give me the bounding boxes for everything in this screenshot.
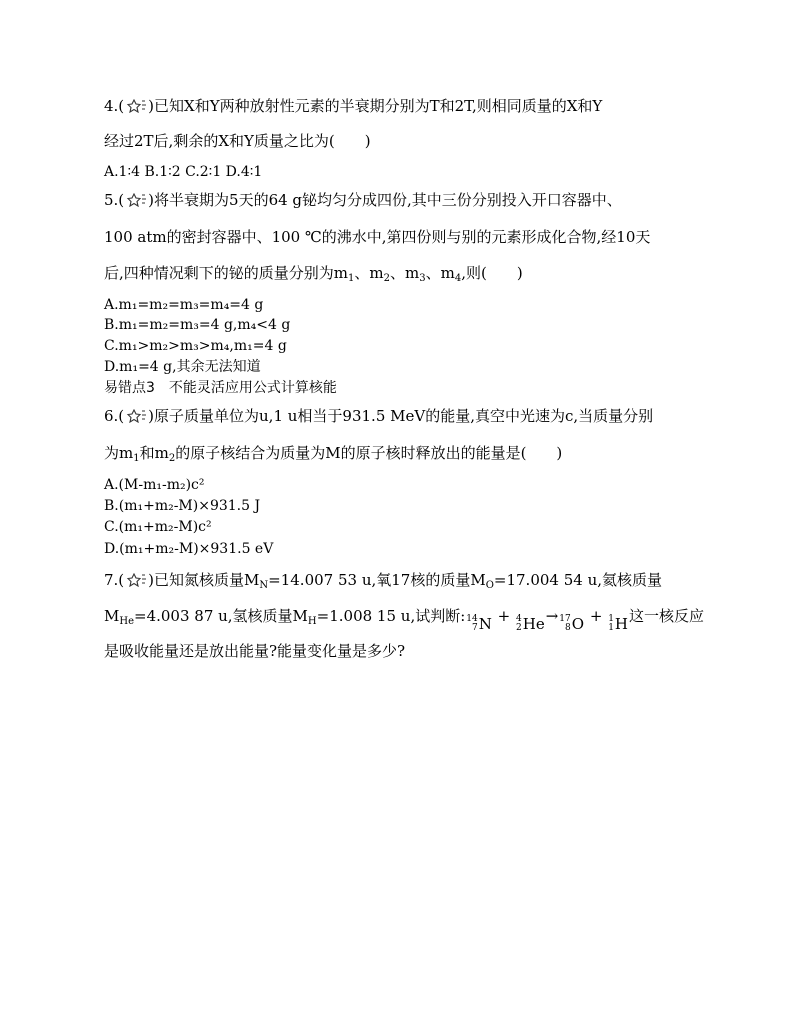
mass-number: 17 — [559, 614, 571, 624]
element-symbol: H — [614, 615, 629, 633]
q7-text-2d: 这一核反应 — [629, 607, 705, 625]
q6-text-2a: 为m — [104, 444, 134, 462]
element-symbol: He — [522, 615, 545, 633]
plus-sign: + — [589, 607, 603, 625]
q5-number: 5.( — [104, 191, 125, 209]
q5-line-2: 100 atm的密封容器中、100 ℃的沸水中,第四份则与别的元素形成化合物,经10天 — [104, 228, 651, 246]
atomic-number: 2 — [516, 623, 522, 633]
q6-option-b: B.(m₁+m₂-M)×931.5 J — [104, 498, 261, 514]
nuclide-n14 — [466, 614, 492, 634]
q5-text-3b: 、m — [354, 264, 384, 282]
section-heading: 易错点3 不能灵活应用公式计算核能 — [104, 380, 337, 396]
q6-option-d: D.(m₁+m₂-M)×931.5 eV — [104, 541, 274, 557]
q5-text-3c: 、m — [389, 264, 420, 282]
atomic-number: 7 — [472, 623, 478, 633]
element-symbol: N — [478, 615, 492, 633]
q5-text-3d: 、m — [425, 264, 455, 282]
q5-text-1: )将半衰期为5天的64 g铋均匀分成四份,其中三份分别投入开口容器中、 — [148, 191, 622, 209]
difficulty-star-icon — [125, 99, 147, 113]
q7-line-1 — [104, 570, 662, 590]
q7-line-2 — [104, 606, 704, 634]
q7-text-1c: =17.004 54 u,氦核质量 — [493, 571, 663, 589]
q5-option-d: D.m₁=4 g,其余无法知道 — [104, 359, 261, 375]
subscript: 4 — [454, 273, 462, 284]
subscript: 1 — [133, 453, 140, 464]
reaction-arrow: → — [545, 607, 559, 625]
q5-line-3 — [104, 263, 523, 283]
q6-line-1 — [104, 406, 653, 426]
q4-line-1 — [104, 96, 602, 116]
q4-line-2: 经过2T后,剩余的X和Y质量之比为( ) — [104, 132, 371, 150]
q4-number: 4.( — [104, 97, 125, 115]
subscript: H — [307, 616, 317, 627]
q6-option-a: A.(M-m₁-m₂)c² — [104, 477, 205, 493]
q7-text-2a: M — [104, 607, 120, 625]
q6-text-2b: 和m — [139, 444, 169, 462]
q6-text-1: )原子质量单位为u,1 u相当于931.5 MeV的能量,真空中光速为c,当质量分别 — [148, 407, 654, 425]
difficulty-star-icon — [125, 573, 147, 587]
subscript: 1 — [348, 273, 355, 284]
mass-number: 4 — [516, 614, 522, 624]
nuclide-h1 — [608, 614, 628, 634]
q5-option-c: C.m₁>m₂>m₃>m₄,m₁=4 g — [104, 338, 287, 354]
q5-option-a: A.m₁=m₂=m₃=m₄=4 g — [104, 297, 264, 313]
q6-option-c: C.(m₁+m₂-M)c² — [104, 519, 212, 535]
subscript: N — [259, 580, 269, 591]
q4-options: A.1∶4 B.1∶2 C.2∶1 D.4∶1 — [104, 164, 263, 180]
q5-line-1 — [104, 190, 622, 210]
q6-line-2 — [104, 443, 562, 463]
q4-text-1: )已知X和Y两种放射性元素的半衰期分别为T和2T,则相同质量的X和Y — [148, 97, 603, 115]
subscript: 2 — [168, 453, 176, 464]
q6-text-2c: 的原子核结合为质量为M的原子核时释放出的能量是( ) — [175, 444, 563, 462]
q7-text-2b: =4.003 87 u,氢核质量M — [134, 607, 308, 625]
q5-text-3e: ,则( ) — [461, 264, 523, 282]
mass-number: 14 — [466, 614, 478, 624]
difficulty-star-icon — [125, 193, 147, 207]
difficulty-star-icon — [125, 409, 147, 423]
q7-number: 7.( — [104, 571, 125, 589]
nuclide-he4 — [516, 614, 545, 634]
q5-option-b: B.m₁=m₂=m₃=4 g,m₄<4 g — [104, 317, 291, 333]
nuclide-o17 — [559, 614, 584, 634]
q7-text-2c: =1.008 15 u,试判断: — [316, 607, 466, 625]
mass-number: 1 — [608, 614, 614, 624]
atomic-number: 8 — [565, 623, 571, 633]
q7-text-1b: =14.007 53 u,氧17核的质量M — [268, 571, 486, 589]
element-symbol: O — [571, 615, 585, 633]
atomic-number: 1 — [608, 623, 614, 633]
subscript: He — [119, 616, 134, 627]
q7-text-1a: )已知氮核质量M — [148, 571, 260, 589]
plus-sign: + — [497, 607, 511, 625]
subscript: 3 — [419, 273, 426, 284]
q7-line-3: 是吸收能量还是放出能量?能量变化量是多少? — [104, 642, 406, 660]
subscript: 2 — [383, 273, 390, 284]
q6-number: 6.( — [104, 407, 125, 425]
subscript: O — [485, 580, 494, 591]
q5-text-3a: 后,四种情况剩下的铋的质量分别为m — [104, 264, 348, 282]
